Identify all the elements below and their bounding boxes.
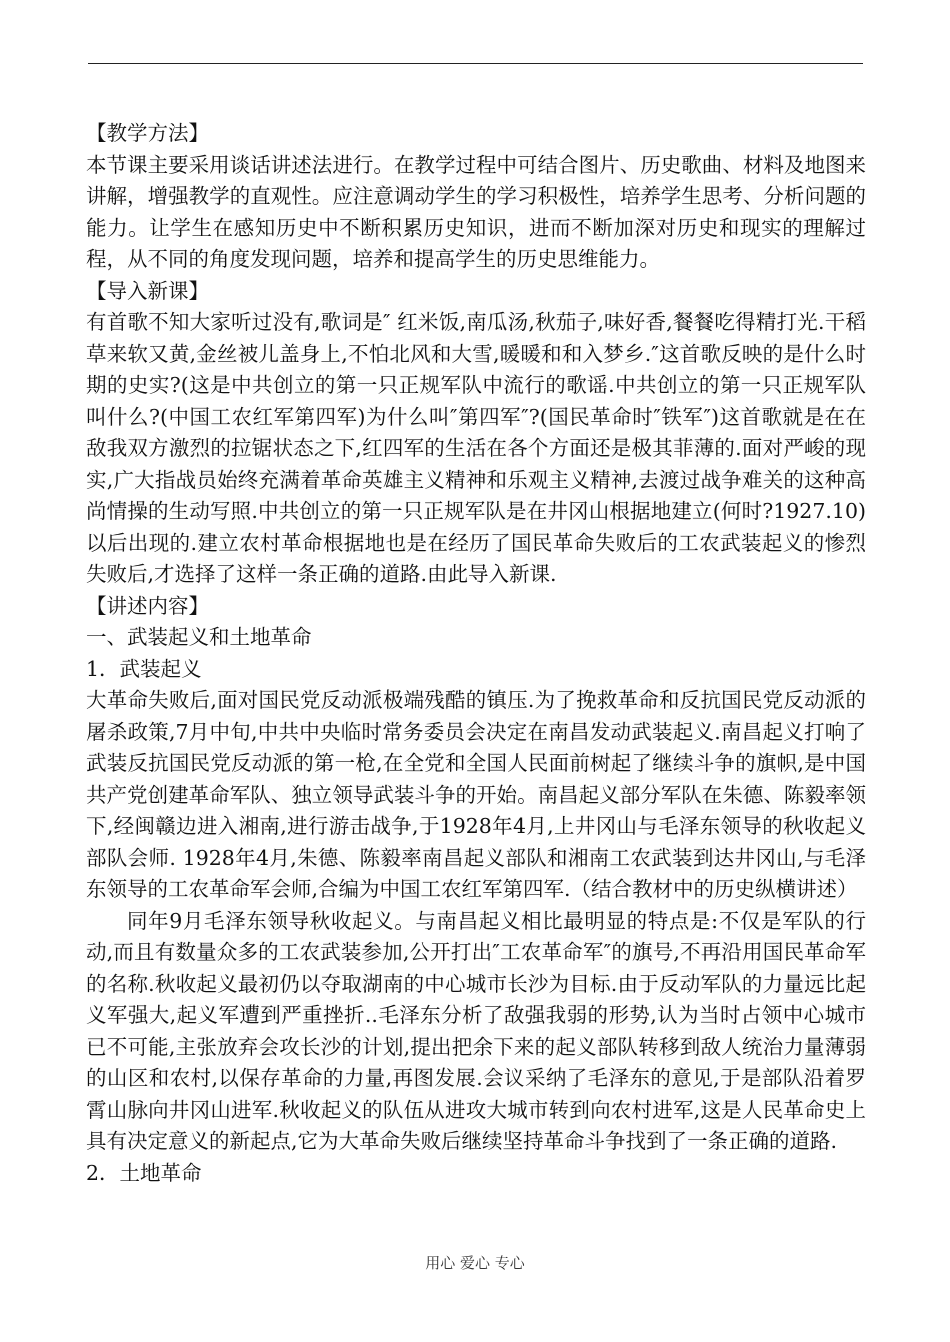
subsection-one-title: 1．武装起义 (86, 656, 202, 681)
intro-paragraph: 有首歌不知大家听过没有,歌词是″ 红米饭,南瓜汤,秋茄子,味好香,餐餐吃得精打光.干稻草来软又黄,金丝被儿盖身上,不怕北风和大雪,暖暖和和入梦乡.″这首歌反映的是什么时期的史实?(这是中共创立的第一只正规军队中流行的歌谣.中共创立的第一只正规军队叫什么?(中国工农红军第四军)为什么叫″第四军″?(国民革命时″铁军″)这首歌就是在在敌我双方激烈的拉锯状态之下,红四军的生活在各个方面还是极其菲薄的.面对严峻的现实,广大指战员始终充满着革命英雄主义精神和乐观主义精神,去渡过战争难关的这种高尚情操的生动写照.中共创立的第一只正规军队是在井冈山根据地建立(何时?1927.10)以后出现的.建立农村革命根据地也是在经历了国民革命失败后的工农武装起义的惨烈失败后,才选择了这样一条正确的道路.由此导入新课. (86, 310, 866, 586)
page-footer: 用心 爱心 专心 (425, 1254, 525, 1272)
method-heading: 【教学方法】 (86, 121, 209, 145)
method-paragraph: 本节课主要采用谈话讲述法进行。在教学过程中可结合图片、历史歌曲、材料及地图来讲解，增强教学的直观性。应注意调动学生的学习积极性，培养学生思考、分析问题的能力。让学生在感知历史中不断积累历史知识，进而不断加深对历史和现实的理解过程，从不同的角度发现问题，培养和提高学生的历史思维能力。 (86, 152, 866, 271)
section-one-title: 一、武装起义和土地革命 (86, 625, 312, 649)
autumn-uprising-paragraph: 同年9月毛泽东领导秋收起义。与南昌起义相比最明显的特点是:不仅是军队的行动,而且有数量众多的工农武装参加,公开打出″工农革命军″的旗号,不再沿用国民革命军的名称.秋收起义最初仍以夺取湖南的中心城市长沙为目标.由于反动军队的力量远比起义军强大,起义军遭到严重挫折..毛泽东分析了敌强我弱的形势,认为当时占领中心城市已不可能,主张放弃会攻长沙的计划,提出把余下来的起义部队转移到敌人统治力量薄弱的山区和农村,以保存革命的力量,再图发展.会议采纳了毛泽东的意见,于是部队沿着罗霄山脉向井冈山进军.秋收起义的队伍从进攻大城市转到向农村进军,这是人民革命史上具有决定意义的新起点,它为大革命失败后继续坚持革命斗争找到了一条正确的道路. (86, 908, 866, 1153)
content-heading: 【讲述内容】 (86, 593, 209, 618)
subsection-two-title: 2．土地革命 (86, 1160, 202, 1185)
document-body (86, 118, 866, 1189)
intro-heading: 【导入新课】 (86, 278, 209, 303)
header-rule (88, 63, 863, 64)
uprising-paragraph: 大革命失败后,面对国民党反动派极端残酷的镇压.为了挽救革命和反抗国民党反动派的屠杀政策,7月中旬,中共中央临时常务委员会决定在南昌发动武装起义.南昌起义打响了武装反抗国民党反动派的第一枪,在全党和全国人民面前树起了继续斗争的旗帜,是中国共产党创建革命军队、独立领导武装斗争的开始。南昌起义部分军队在朱德、陈毅率领下,经闽赣边进入湘南,进行游击战争,于1928年4月,上井冈山与毛泽东领导的秋收起义部队会师. 1928年4月,朱德、陈毅率南昌起义部队和湘南工农武装到达井冈山,与毛泽东领导的工农革命军会师,合编为中国工农红军第四军.（结合教材中的历史纵横讲述） (86, 688, 866, 901)
